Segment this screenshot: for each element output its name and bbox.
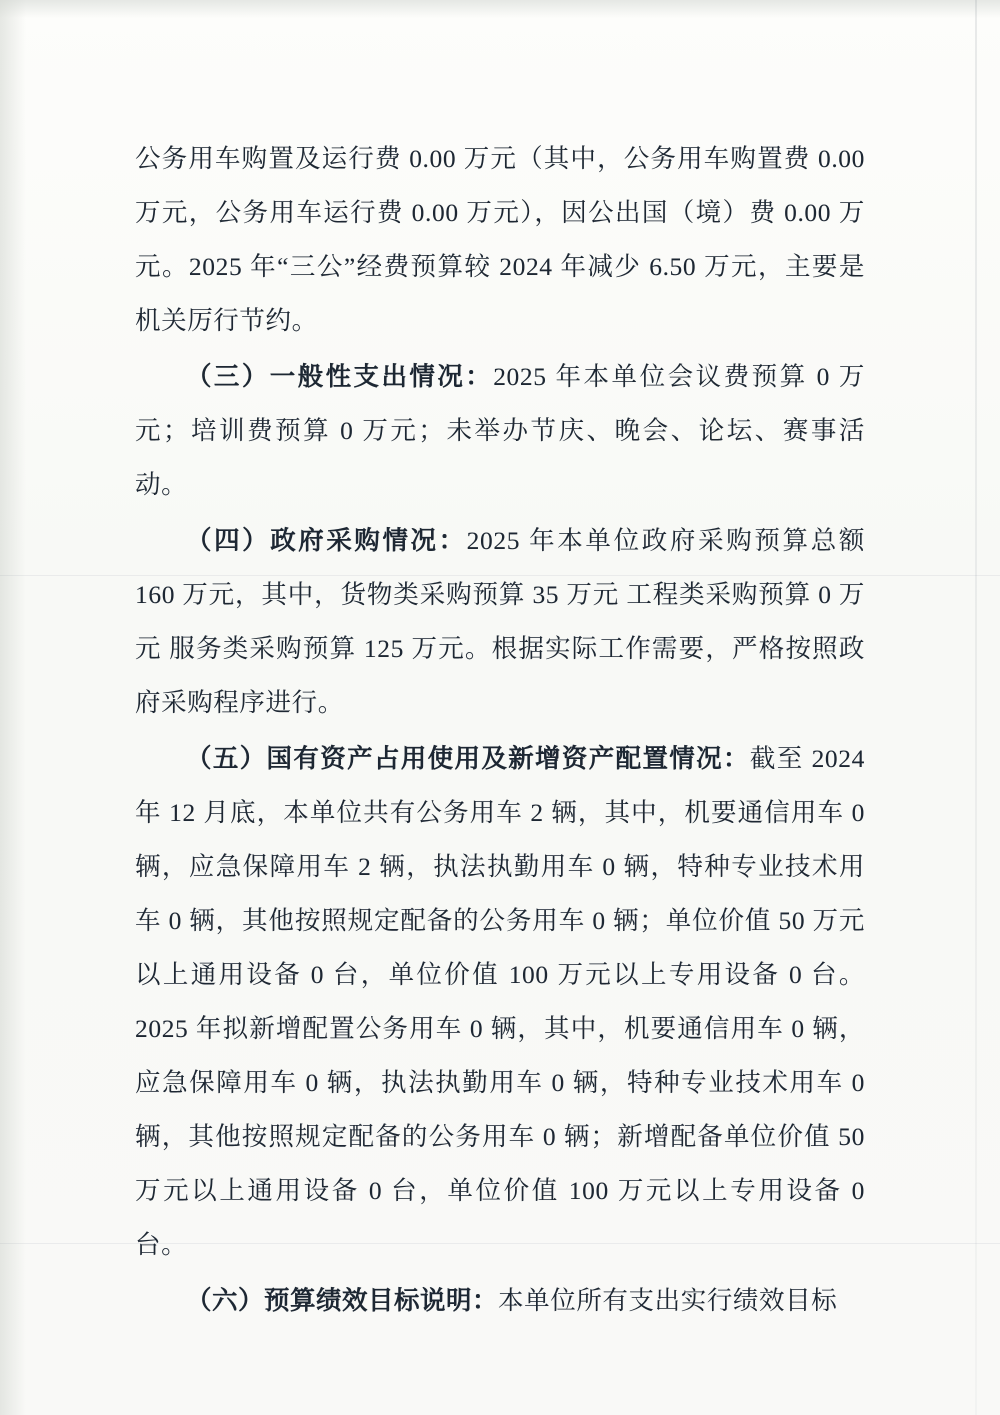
paragraph-lead-label: （六）预算绩效目标说明：: [186, 1286, 499, 1315]
paragraph-performance-target: [135, 1274, 865, 1328]
paragraph-lead-label: （五）国有资产占用使用及新增资产配置情况：: [186, 744, 750, 773]
paragraph-text: 2025 年本单位政府采购预算总额 160 万元，其中，货物类采购预算 35 万元 工程类采购预算 0 万元 服务类采购预算 125 万元。根据实际工作需要，严格按照政府采购程序进行。: [135, 526, 865, 717]
paragraph-state-assets: [135, 732, 865, 1272]
paragraph-lead-label: （四）政府采购情况：: [186, 526, 467, 555]
paragraph-three-public-funds: [135, 132, 865, 348]
document-body: [135, 132, 865, 1330]
page-top-shadow: [0, 0, 1000, 18]
page-left-shadow: [0, 0, 26, 1415]
paragraph-text: 2025 年本单位会议费预算 0 万元；培训费预算 0 万元；未举办节庆、晚会、论坛、赛事活动。: [135, 362, 865, 499]
paragraph-text: 截至 2024 年 12 月底，本单位共有公务用车 2 辆，其中，机要通信用车 0 辆，应急保障用车 2 辆，执法执勤用车 0 辆，特种专业技术用车 0 辆，其他按照规定配备的公务用车 0 辆；单位价值 50 万元以上通用设备 0 台，单位价值 100 万元以上专用设备 0 台。2025 年拟新增配置公务用车 0 辆，其中，机要通信用车 0 辆，应急保障用车 0 辆，执法执勤用车 0 辆，特种专业技术用车 0 辆，其他按照规定配备的公务用车 0 辆；新增配备单位价值 50 万元以上通用设备 0 台，单位价值 100 万元以上专用设备 0 台。: [135, 744, 865, 1259]
paragraph-government-procurement: [135, 514, 865, 730]
paragraph-general-expenditure: [135, 350, 865, 512]
paragraph-text: 本单位所有支出实行绩效目标: [498, 1286, 838, 1315]
page-fold-line: [975, 0, 977, 1415]
paragraph-text: 公务用车购置及运行费 0.00 万元（其中，公务用车购置费 0.00 万元，公务用车运行费 0.00 万元），因公出国（境）费 0.00 万元。2025 年“三公”经费预算较 2024 年减少 6.50 万元，主要是机关厉行节约。: [135, 144, 865, 335]
paragraph-lead-label: （三）一般性支出情况：: [186, 362, 494, 391]
